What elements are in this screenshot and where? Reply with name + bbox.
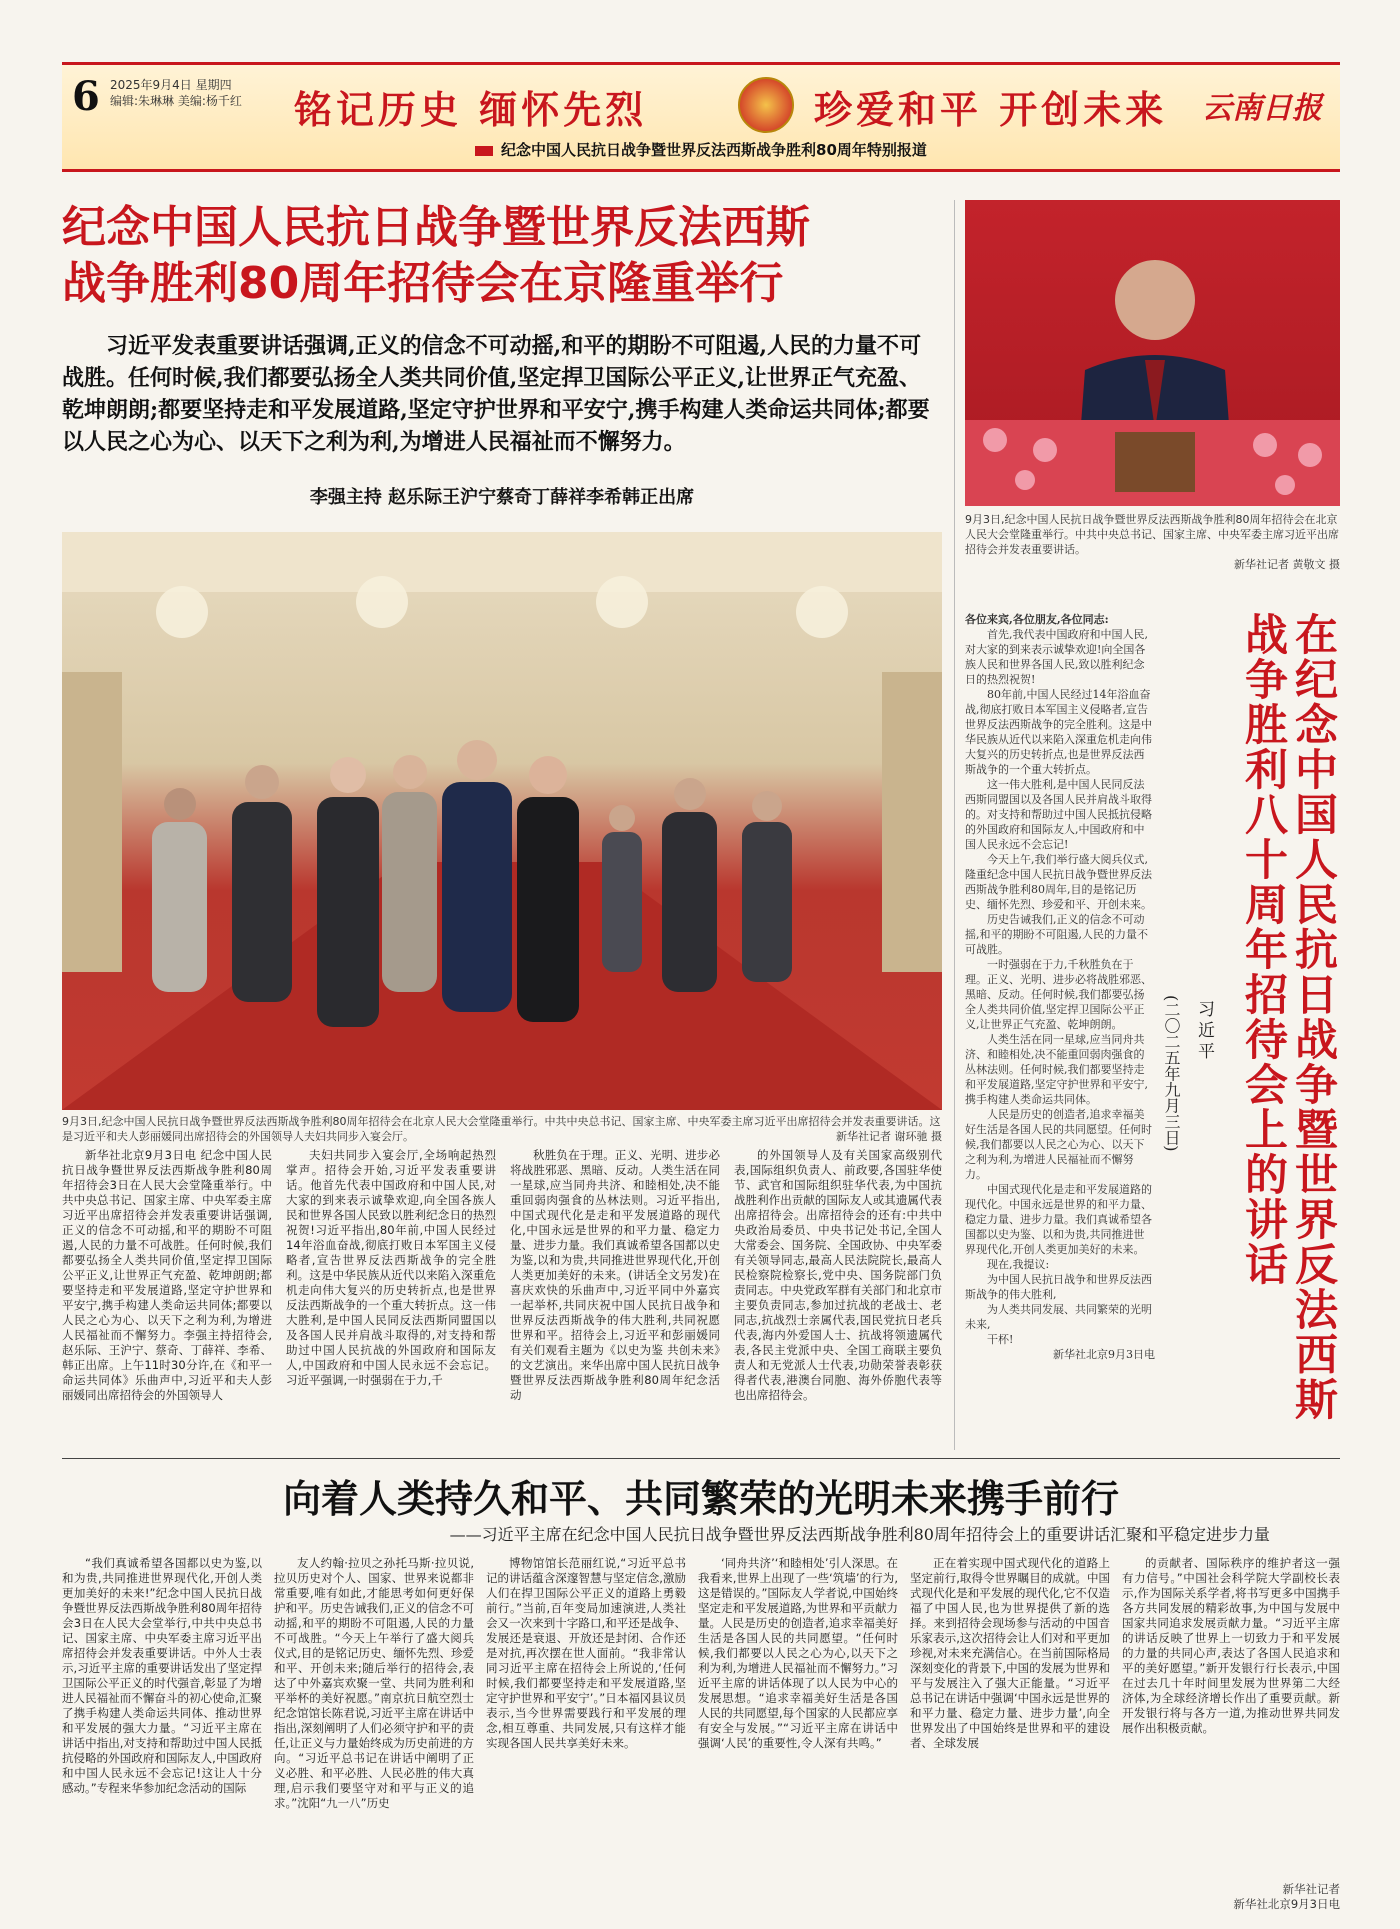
second-subheadline: ——习近平主席在纪念中国人民抗日战争暨世界反法西斯战争胜利80周年招待会上的重要讲话汇聚和平稳定进步力量 xyxy=(449,1525,1270,1544)
page-number: 6 xyxy=(72,73,100,120)
speech-paragraph: 今天上午,我们举行盛大阅兵仪式,隆重纪念中国人民抗日战争暨世界反法西斯战争胜利80周年,目的是铭记历史、缅怀先烈、珍爱和平、开创未来。 xyxy=(965,853,1152,911)
lead-summary: 习近平发表重要讲话强调,正义的信念不可动摇,和平的期盼不可阻遏,人民的力量不可战胜。任何时候,我们都要弘扬全人类共同价值,坚定捍卫国际公平正义,让世界正气充盈、乾坤朗朗;都要坚持走和平发展道路,坚定守护世界和平安宁,携手构建人类命运共同体;都要以人民之心为心、以天下之利为利,为增进人民福祉而不懈努力。 xyxy=(62,333,930,455)
speech-text xyxy=(965,612,1155,1362)
section-divider xyxy=(62,1458,1340,1459)
lead-byline: 李强主持 赵乐际王沪宁蔡奇丁薛祥李希韩正出席 xyxy=(309,487,695,508)
lead-headline-line2: 战争胜利80周年招待会在京隆重举行 xyxy=(62,258,784,309)
speech-paragraph: 干杯! xyxy=(987,1333,1014,1346)
lead-column-3: 秋胜负在于理。正义、光明、进步必将战胜邪恶、黑暗、反动。人类生活在同一星球,应当同舟共济、和睦相处,决不能重回弱肉强食的丛林法则。习近平指出,中国式现代化是走和平发展道路的现代化,中国永远是世界的和平力量、稳定力量、进步力量。我们真诚希望各国都以史为鉴,以和为贵,共同推进世界现代化,开创人类更加美好的未来。(讲话全文另发)在喜庆欢快的乐曲声中,习近平同中外嘉宾一起举杯,共同庆祝中国人民抗日战争和世界反法西斯战争的伟大胜利,共同祝愿世界和平。招待会上,习近平和彭丽媛同有关们观看主题为《以史为鉴 共创未来》的文艺演出。来华出席中国人民抗日战争暨世界反法西斯战争胜利80周年纪念活动 xyxy=(510,1148,720,1402)
editors: 编辑:朱琳琳 美编:杨千红 xyxy=(110,94,242,108)
newspaper-logo: 云南日报 xyxy=(1202,91,1322,126)
speech-paragraph: 人民是历史的创造者,追求幸福美好生活是各国人民的共同愿望。任何时候,我们都要以人民之心为心、以天下之利为利,为增进人民福祉而不懈努力。 xyxy=(965,1108,1152,1181)
speech-paragraph: 历史告诫我们,正义的信念不可动摇,和平的期盼不可阻遏,人民的力量不可战胜。 xyxy=(965,913,1148,956)
portrait-caption xyxy=(965,512,1340,572)
emblem-icon xyxy=(738,77,794,133)
issue-date: 2025年9月4日 星期四 xyxy=(110,78,232,92)
slogan-right: 珍爱和平 开创未来 xyxy=(814,87,1168,132)
speech-author: 习近平 xyxy=(1194,1000,1214,1063)
lead-column-1: 新华社北京9月3日电 纪念中国人民抗日战争暨世界反法西斯战争胜利80周年招待会3日在人民大会堂隆重举行。中共中央总书记、国家主席、中央军委主席习近平出席招待会并发表重要讲话强调,正义的信念不可动摇,和平的期盼不可阻遏,人民的力量不可战胜。任何时候,我们都要弘扬全人类共同价值,坚定捍卫国际公平正义,让世界正气充盈、乾坤朗朗;都要坚持走和平发展道路,坚定守护世界和平安宁,携手构建人类命运共同体;都要以人民之心为心、以天下之利为利,为增进人民福祉而不懈努力。李强主持招待会,赵乐际、王沪宁、蔡奇、丁薛祥、李希、韩正出席。上午11时30分许,在《和平一命运共同体》乐曲声中,习近平和夫人彭丽媛同出席招待会的外国领导人 xyxy=(62,1148,272,1402)
speech-paragraph: 为中国人民抗日战争和世界反法西斯战争的伟大胜利, xyxy=(965,1273,1152,1301)
second-column-3: 博物馆馆长范丽红说,“习近平总书记的讲话蕴含深邃智慧与坚定信念,激励人们在捍卫国际公平正义的道路上勇毅前行。”当前,百年变局加速演进,人类社会又一次来到十字路口,和平还是战争、发展还是衰退、开放还是封闭、合作还是对抗,再次摆在世人面前。“我非常认同习近平主席在招待会上所说的,‘任何时候,我们都要坚持走和平发展道路,坚定守护世界和平安宁’。”日本福冈县议员表示,当今世界需要践行和平发展的理念,相互尊重、共同发展,只有这样才能实现各国人民共享美好未来。 xyxy=(486,1556,686,1750)
masthead xyxy=(62,62,1340,172)
speech-paragraph: 这一伟大胜利,是中国人民同反法西斯同盟国以及各国人民并肩战斗取得的。对支持和帮助过中国人民抵抗侵略的外国政府和国际友人,中国政府和中国人民永远不会忘记! xyxy=(965,778,1152,851)
second-story-source: 新华社北京9月3日电 xyxy=(1233,1897,1340,1911)
speech-greeting: 各位来宾,各位朋友,各位同志: xyxy=(965,613,1109,626)
main-photo-credit: 新华社记者 谢环驰 摄 xyxy=(836,1130,942,1143)
second-headline: 向着人类持久和平、共同繁荣的光明未来携手前行 xyxy=(282,1477,1119,1521)
second-column-1: “我们真诚希望各国都以史为鉴,以和为贵,共同推进世界现代化,开创人类更加美好的未来!”纪念中国人民抗日战争暨世界反法西斯战争胜利80周年招待会3日在人民大会堂举行,中共中央总书记、国家主席、中央军委主席习近平出席招待会并发表重要讲话。中外人士表示,习近平主席的重要讲话发出了坚定捍卫国际公平正义的时代强音,彰显了为增进人民福祉而不懈奋斗的初心使命,汇聚了携手构建人类命运共同体、推动世界和平发展的强大力量。“习近平主席在讲话中指出,对支持和帮助过中国人民抵抗侵略的外国政府和国际友人,中国政府和中国人民永远不会忘记!这让人十分感动。”专程来华参加纪念活动的国际 xyxy=(62,1556,262,1795)
main-photo-image xyxy=(62,532,942,1110)
speech-paragraph: 首先,我代表中国政府和中国人民,对大家的到来表示诚挚欢迎!向全国各族人民和世界各国人民,致以胜利纪念日的热烈祝贺! xyxy=(965,628,1148,686)
column-divider xyxy=(954,200,955,1450)
lead-column-2: 夫妇共同步入宴会厅,全场响起热烈掌声。招待会开始,习近平发表重要讲话。他首先代表中国政府和中国人民,对大家的到来表示诚挚欢迎,向全国各族人民和世界各国人民致以胜利纪念日的热烈祝贺!习近平指出,80年前,中国人民经过14年浴血奋战,彻底打败日本军国主义侵略者,宣告世界反法西斯战争的完全胜利。这是中华民族从近代以来陷入深重危机走向伟大复兴的历史转折点,也是世界反法西斯战争的一个重大转折点。这一伟大胜利,是中国人民同反法西斯同盟国以及各国人民并肩战斗取得的,对支持和帮助过中国人民抗战的外国政府和国际友人,中国政府和中国人民永远不会忘记。习近平强调,一时强弱在于力,千 xyxy=(286,1148,496,1387)
speech-paragraph: 人类生活在同一星球,应当同舟共济、和睦相处,决不能重回弱肉强食的丛林法则。任何时候,我们都要坚持走和平发展道路,坚定守护世界和平安宁,携手构建人类命运共同体。 xyxy=(965,1033,1148,1106)
speech-paragraph: 为人类共同发展、共同繁荣的光明未来, xyxy=(965,1303,1152,1331)
second-column-4: ‘同舟共济’‘和睦相处’引人深思。在我看来,世界上出现了一些‘筑墙’的行为,这是错误的。”国际友人学者说,中国始终坚定走和平发展道路,为世界和平贡献力量。人民是历史的创造者,追求幸福美好生活是各国人民的共同愿望。“任何时候,我们都要以人民之心为心,以天下之利为利,为增进人民福祉而不懈努力。”习近平主席的讲话体现了以人民为中心的发展思想。“追求幸福美好生活是各国人民的共同愿望,每个国家的人民都应享有安全与发展。”“习近平主席在讲话中强调‘人民’的重要性,令人深有共鸣。” xyxy=(698,1556,898,1750)
lead-column-4: 的外国领导人及有关国家高级别代表,国际组织负责人、前政要,各国驻华使节、武官和国际组织驻华代表,为中国抗战胜利作出贡献的国际友人或其遗属代表出席招待会。出席招待会的还有:中共中央政治局委员、中央书记处书记,全国人大常委会、国务院、全国政协、中央军委有关领导同志,最高人民法院院长,最高人民检察院检察长,党中央、国务院部门负责同志。中央党政军群有关部门和北京市主要负责同志,参加过抗战的老战士、老同志,抗战烈士亲属代表,国民党抗日老兵代表,海内外爱国人士、抗战将领遗属代表,各民主党派中央、全国工商联主要负责人和无党派人士代表,功勋荣誉表彰获得者代表,港澳台同胞、海外侨胞代表等也出席招待会。 xyxy=(734,1148,942,1402)
lead-headline xyxy=(62,200,942,312)
speech-paragraph: 现在,我提议: xyxy=(987,1258,1050,1271)
portrait-credit: 新华社记者 黄敬文 摄 xyxy=(1234,558,1340,571)
main-photo-caption-text: 9月3日,纪念中国人民抗日战争暨世界反法西斯战争胜利80周年招待会在北京人民大会堂隆重举行。中共中央总书记、国家主席、中央军委主席习近平出席招待会并发表重要讲话。这是习近平和夫人彭丽媛同出席招待会的外国领导人夫妇共同步入宴会厅。 xyxy=(62,1115,941,1143)
second-story-signature xyxy=(1122,1882,1340,1912)
speech-source: 新华社北京9月3日电 xyxy=(1053,1348,1155,1361)
special-report-title: 纪念中国人民抗日战争暨世界反法西斯战争胜利80周年特别报道 xyxy=(62,139,1340,160)
portrait-photo-image xyxy=(965,200,1340,506)
speech-title: 在纪念中国人民抗日战争暨世界反法西斯战争胜利八十周年招待会上的讲话 xyxy=(1238,612,1338,1422)
portrait-photo xyxy=(965,200,1340,506)
second-story-reporter: 新华社记者 xyxy=(1282,1882,1340,1896)
main-photo-caption xyxy=(62,1114,942,1144)
masthead-meta xyxy=(110,77,242,109)
speech-paragraph: 中国式现代化是走和平发展道路的现代化。中国永远是世界的和平力量、稳定力量、进步力量。我们真诚希望各国都以史为鉴、以和为贵,共同推进世界现代化,开创人类更加美好的未来。 xyxy=(965,1183,1152,1256)
second-column-2: 友人约翰·拉贝之孙托马斯·拉贝说,拉贝历史对个人、国家、世界来说都非常重要,唯有如此,才能思考如何更好保护和平。历史告诫我们,正义的信念不可动摇,和平的期盼不可阻遏,人民的力量不可战胜。“今天上午举行了盛大阅兵仪式,目的是铭记历史、缅怀先烈、珍爱和平、开创未来;随后举行的招待会,表达了中外嘉宾欢聚一堂、共同为胜利和平举杯的美好祝愿。”南京抗日航空烈士纪念馆馆长陈君说,习近平主席在讲话中指出,深刻阐明了人们必须守护和平的责任,让正义与力量始终成为历史前进的方向。“习近平总书记在讲话中阐明了正义必胜、和平必胜、人民必胜的伟大真理,启示我们要坚守对和平与正义的追求。”沈阳“九一八”历史 xyxy=(274,1556,474,1810)
main-photo xyxy=(62,532,942,1110)
portrait-caption-text: 9月3日,纪念中国人民抗日战争暨世界反法西斯战争胜利80周年招待会在北京人民大会堂隆重举行。中共中央总书记、国家主席、中央军委主席习近平出席招待会并发表重要讲话。 xyxy=(965,513,1339,556)
speech-date: (二〇二五年九月三日) xyxy=(1162,995,1181,1152)
lead-headline-line1: 纪念中国人民抗日战争暨世界反法西斯 xyxy=(62,202,810,253)
second-column-5: 正在着实现中国式现代化的道路上坚定前行,取得令世界瞩目的成就。中国式现代化是和平发展的现代化,它不仅造福了中国人民,也为世界提供了新的选择。来到招待会现场参与活动的中国音乐家表示,这次招待会让人们对和平更加珍视,对未来充满信心。在当前国际格局深刻变化的背景下,中国的发展为世界和平与发展注入了强大正能量。“习近平总书记在讲话中强调‘中国永远是世界的和平力量、稳定力量、进步力量’,向全世界发出了中国始终是世界和平的建设者、全球发展 xyxy=(910,1556,1110,1750)
second-column-6: 的贡献者、国际秩序的维护者这一强有力信号。”中国社会科学院大学副校长表示,作为国际关系学者,将书写更多中国携手各方共同发展的精彩故事,为中国与发展中国家共同追求发展贡献力量。“习近平主席的讲话反映了世界上一切致力于和平发展的力量的共同心声,表达了各国人民追求和平的美好愿望。”新开发银行行长表示,中国在过去几十年时间里发展为世界第二大经济体,为全球经济增长作出了重要贡献。新开发银行将与各方一道,为推动世界共同发展作出积极贡献。 xyxy=(1122,1556,1340,1735)
slogan-left: 铭记历史 缅怀先烈 xyxy=(294,87,648,132)
speech-paragraph: 一时强弱在于力,千秋胜负在于理。正义、光明、进步必将战胜邪恶、黑暗、反动。任何时候,我们都要弘扬全人类共同价值,坚定捍卫国际公平正义,让世界正气充盈、乾坤朗朗。 xyxy=(965,958,1152,1031)
speech-paragraph: 80年前,中国人民经过14年浴血奋战,彻底打败日本军国主义侵略者,宣告世界反法西斯战争的完全胜利。这是中华民族从近代以来陷入深重危机走向伟大复兴的历史转折点,也是世界反法西斯战争的一个重大转折点。 xyxy=(965,688,1152,776)
